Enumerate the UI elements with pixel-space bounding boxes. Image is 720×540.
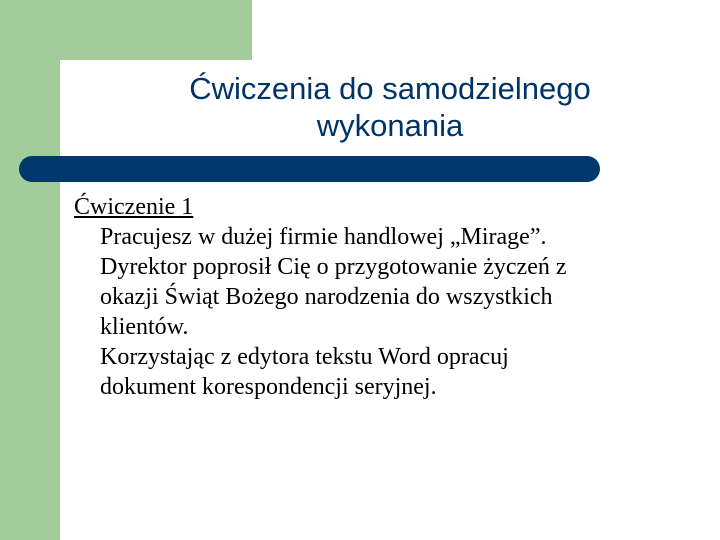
paragraph-1-line: klientów. [100, 314, 189, 340]
title-line-2: wykonania [316, 108, 464, 143]
slide-title [120, 70, 660, 144]
title-underline-bar [19, 156, 600, 182]
paragraph-1-line: okazji Świąt Bożego narodzenia do wszystkich [100, 284, 553, 310]
title-line-1: Ćwiczenia do samodzielnego [189, 71, 591, 106]
paragraph-1-line: Dyrektor poprosił Cię o przygotowanie życzeń z [100, 254, 567, 280]
paragraph-1-line: Pracujesz w dużej firmie handlowej „Mirage”. [100, 224, 547, 250]
slide-body [74, 192, 674, 402]
paragraph-2 [74, 342, 674, 402]
green-top-band [0, 0, 252, 60]
paragraph-1 [74, 222, 674, 342]
exercise-heading: Ćwiczenie 1 [74, 194, 194, 220]
paragraph-2-line: Korzystając z edytora tekstu Word opracuj [100, 344, 509, 370]
paragraph-2-line: dokument korespondencji seryjnej. [100, 374, 437, 400]
green-left-band [0, 0, 60, 540]
